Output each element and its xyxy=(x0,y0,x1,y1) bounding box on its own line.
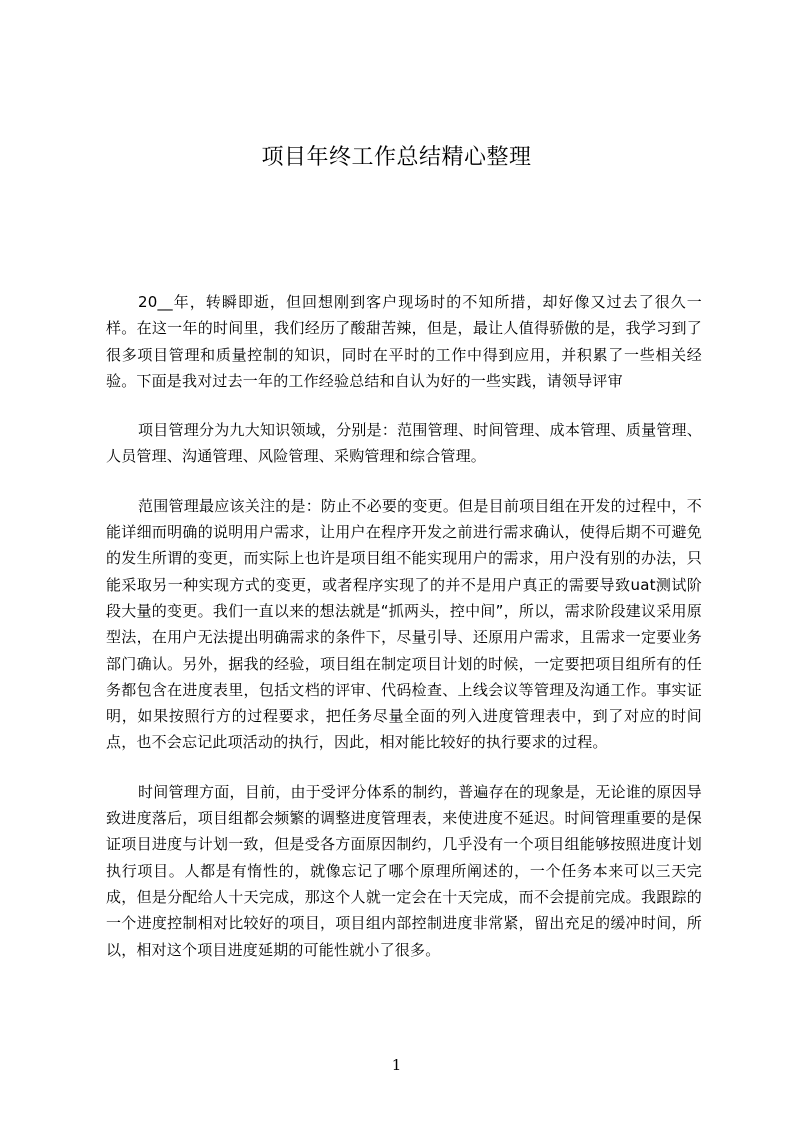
paragraph-time-management: 时间管理方面，目前，由于受评分体系的制约，普遍存在的现象是，无论谁的原因导致进度落后，项目组都会频繁的调整进度管理表，来使进度不延迟。时间管理重要的是保证项目进度与计划一致，但是受各方面原因制约，几乎没有一个项目组能够按照进度计划执行项目。人都是有惰性的，就像忘记了哪个原理所阐述的，一个任务本来可以三天完成，但是分配给人十天完成，那这个人就一定会在十天完成，而不会提前完成。我跟踪的一个进度控制相对比较好的项目，项目组内部控制进度非常紧，留出充足的缓冲时间，所以，相对这个项目进度延期的可能性就小了很多。 xyxy=(106,782,702,959)
paragraph-scope-management: 范围管理最应该关注的是：防止不必要的变更。但是目前项目组在开发的过程中，不能详细而明确的说明用户需求，让用户在程序开发之前进行需求确认，使得后期不可避免的发生所谓的变更，而实际上也许是项目组不能实现用户的需求，用户没有别的办法，只能采取另一种实现方式的变更，或者程序实现了的并不是用户真正的需要导致uat测试阶段大量的变更。我们一直以来的想法就是“抓两头，控中间”，所以，需求阶段建议采用原型法，在用户无法提出明确需求的条件下，尽量引导、还原用户需求，且需求一定要业务部门确认。另外，据我的经验，项目组在制定项目计划的时候，一定要把项目组所有的任务都包含在进度表里，包括文档的评审、代码检查、上线会议等管理及沟通工作。事实证明，如果按照行方的过程要求，把任务尽量全面的列入进度管理表中，到了对应的时间点，也不会忘记此项活动的执行，因此，相对能比较好的执行要求的过程。 xyxy=(106,496,702,752)
document-body xyxy=(106,289,702,986)
paragraph-intro: 20__年，转瞬即逝，但回想刚到客户现场时的不知所措，却好像又过去了很久一样。在这一年的时间里，我们经历了酸甜苦辣，但是，最让人值得骄傲的是，我学习到了很多项目管理和质量控制的知识，同时在平时的工作中得到应用，并积累了一些相关经验。下面是我对过去一年的工作经验总结和自认为好的一些实践，请领导评审 xyxy=(106,293,702,390)
paragraph-knowledge-areas: 项目管理分为九大知识领域，分别是：范围管理、时间管理、成本管理、质量管理、人员管理、沟通管理、风险管理、采购管理和综合管理。 xyxy=(106,421,702,466)
page-number: 1 xyxy=(391,1056,402,1074)
document-title: 项目年终工作总结精心整理 xyxy=(261,145,532,170)
